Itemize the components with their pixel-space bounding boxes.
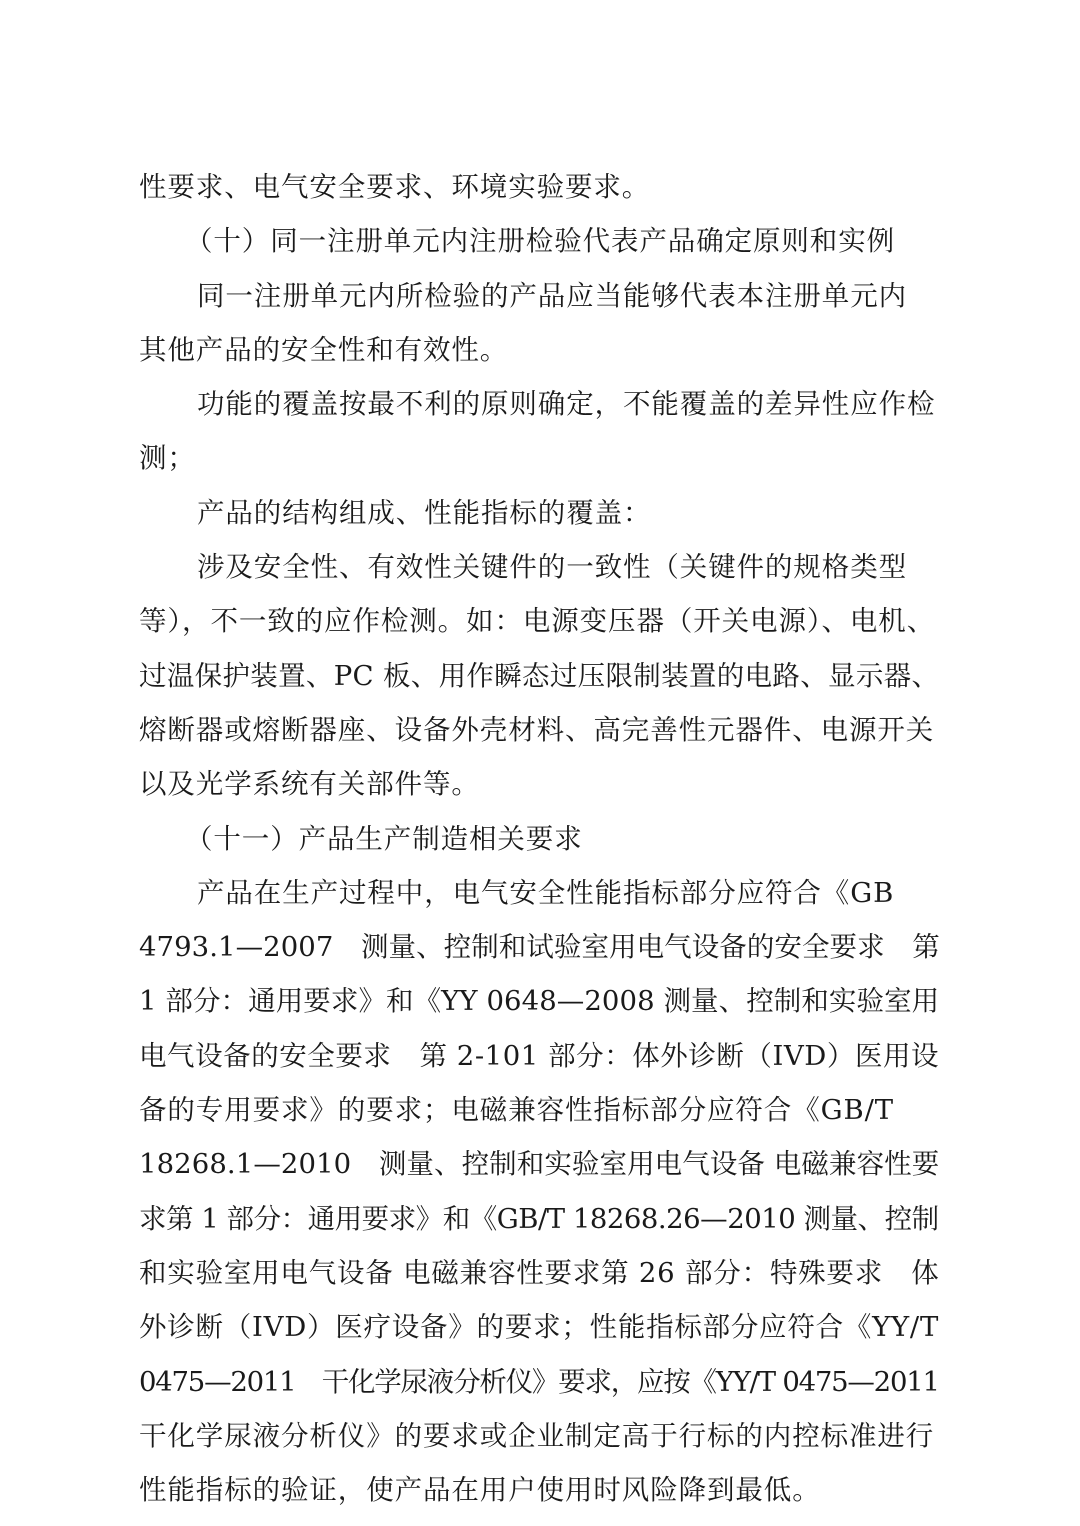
text-line: 性能指标的验证，使产品在用户使用时风险降到最低。 <box>139 1474 821 1507</box>
text-line: 同一注册单元内所检验的产品应当能够代表本注册单元内 <box>197 279 907 312</box>
text-line: 功能的覆盖按最不利的原则确定，不能覆盖的差异性应作检 <box>197 388 936 421</box>
text-line: 以及光学系统有关部件等。 <box>139 768 480 801</box>
text-line: 电气设备的安全要求 第 2-101 部分：体外诊断（IVD）医用设 <box>139 1039 940 1072</box>
text-line: 性要求、电气安全要求、环境实验要求。 <box>139 171 651 203</box>
text-line: 产品在生产过程中，电气安全性能指标部分应符合《GB <box>197 876 895 909</box>
text-line: 干化学尿液分析仪》的要求或企业制定高于行标的内控标准进行 <box>139 1419 935 1452</box>
text-line: 4793.1—2007 测量、控制和试验室用电气设备的安全要求 第 <box>139 931 940 964</box>
text-line: 0475—2011 干化学尿液分析仪》要求，应按《YY/T 0475—2011 <box>139 1365 939 1398</box>
text-line: 1 部分：通用要求》和《YY 0648—2008 测量、控制和实验室用 <box>139 985 940 1018</box>
document-body <box>139 160 941 1517</box>
section-heading-10: （十）同一注册单元内注册检验代表产品确定原则和实例 <box>185 225 895 258</box>
text-line: 和实验室用电气设备 电磁兼容性要求第 26 部分：特殊要求 体 <box>139 1256 940 1289</box>
text-line: 熔断器或熔断器座、设备外壳材料、高完善性元器件、电源开关 <box>139 713 935 746</box>
text-line: 等），不一致的应作检测。如：电源变压器（开关电源）、电机、 <box>139 605 936 638</box>
text-line: 过温保护装置、PC 板、用作瞬态过压限制装置的电路、显示器、 <box>139 659 940 692</box>
text-line: 18268.1—2010 测量、控制和实验室用电气设备 电磁兼容性要 <box>139 1148 940 1181</box>
text-line: 备的专用要求》的要求；电磁兼容性指标部分应符合《GB/T <box>139 1094 894 1127</box>
text-line: 其他产品的安全性和有效性。 <box>139 333 509 366</box>
text-line: 外诊断（IVD）医疗设备》的要求；性能指标部分应符合《YY/T <box>139 1311 940 1344</box>
text-line: 求第 1 部分：通用要求》和《GB/T 18268.26—2010 测量、控制 <box>139 1202 939 1235</box>
text-line: 测； <box>139 442 196 475</box>
text-line: 产品的结构组成、性能指标的覆盖： <box>197 496 652 529</box>
text-line: 涉及安全性、有效性关键件的一致性（关键件的规格类型 <box>197 551 907 584</box>
section-heading-11: （十一）产品生产制造相关要求 <box>185 822 583 855</box>
